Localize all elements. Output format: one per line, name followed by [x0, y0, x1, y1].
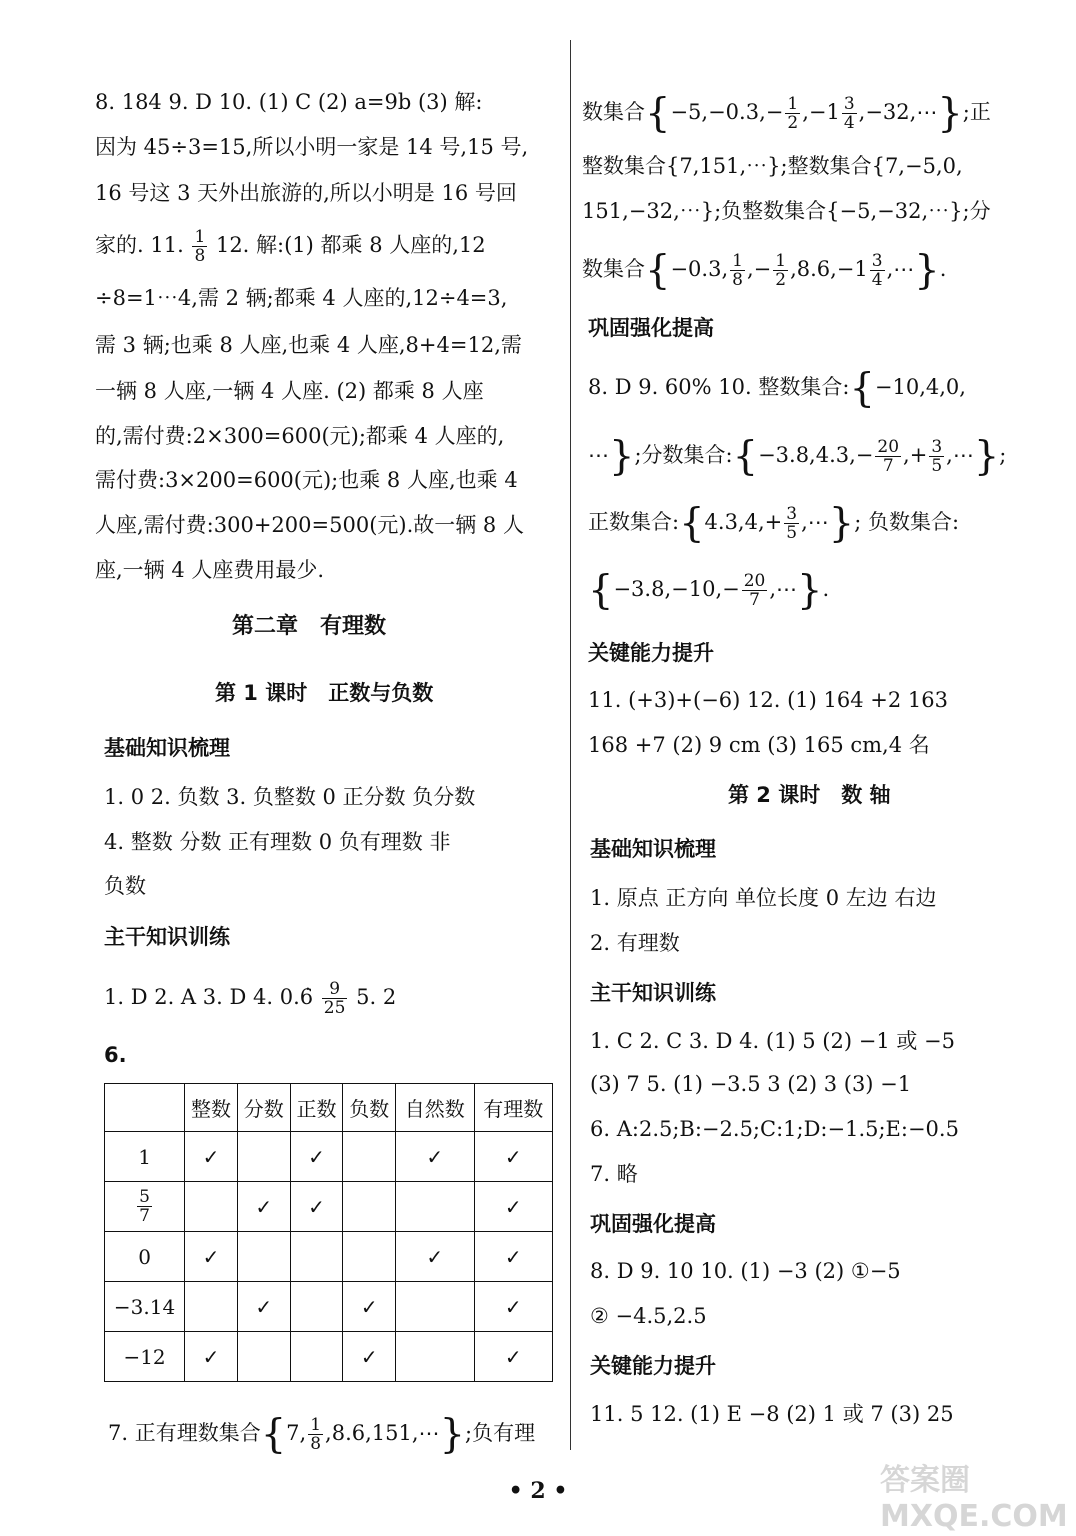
answer-line: 负数: [104, 874, 146, 898]
row-label: −3.14: [105, 1282, 185, 1332]
answer-line: 6. A:2.5;B:−2.5;C:1;D:−1.5;E:−0.5: [590, 1117, 959, 1141]
text: ;负有理: [465, 1421, 536, 1445]
page-number: • 2 •: [508, 1478, 568, 1504]
section-heading: 关键能力提升: [588, 641, 714, 665]
section-heading: 基础知识梳理: [104, 736, 230, 760]
check-cell: ✓: [474, 1182, 552, 1232]
answer-line: 2. 有理数: [590, 931, 680, 955]
header-cell: [105, 1084, 185, 1132]
text: ,−32,⋯: [858, 100, 938, 124]
answer-line: 4. 整数 分数 正有理数 0 负有理数 非: [104, 830, 451, 854]
check-cell: [237, 1132, 290, 1182]
fraction: $\frac{20}{7}$: [743, 571, 766, 610]
header-cell: 整数: [185, 1084, 238, 1132]
fraction: $\frac{9}{25}$: [323, 979, 346, 1018]
table-row: [105, 1182, 553, 1232]
text: −5,−0.3,−: [670, 100, 784, 124]
answer-line: 人座,需付费:300+200=500(元).故一辆 8 人: [95, 513, 524, 537]
question-number: 6.: [104, 1043, 127, 1067]
fraction: $\frac{1}{2}$: [775, 251, 787, 290]
brace-close: }: [914, 247, 940, 294]
brace-close: }: [828, 500, 855, 547]
watermark-logo: 答案圈 MXQE.COM: [880, 1463, 1068, 1534]
answer-line: [95, 228, 486, 265]
brace-open: {: [260, 1411, 287, 1458]
brace-open: {: [679, 500, 705, 547]
brace-open: {: [732, 433, 759, 480]
check-cell: ✓: [290, 1132, 343, 1182]
chapter-title: 第二章 有理数: [232, 614, 387, 639]
answer-line: 11. 5 12. (1) E −8 (2) 1 或 7 (3) 25: [590, 1402, 954, 1426]
answer-line: [588, 500, 960, 547]
text: 家的. 11.: [95, 233, 184, 257]
answer-line: 的,需付费:2×300=600(元);都乘 4 人座的,: [95, 424, 505, 448]
answer-line: 1. C 2. C 3. D 4. (1) 5 (2) −1 或 −5: [590, 1029, 955, 1053]
answer-line: 需付费:3×200=600(元);也乘 8 人座,也乘 4: [95, 468, 518, 492]
answer-line: 需 3 辆;也乘 8 人座,也乘 4 人座,8+4=12,需: [95, 333, 522, 357]
lesson-title: 第 1 课时 正数与负数: [215, 681, 434, 705]
fraction: $\frac{20}{7}$: [877, 437, 900, 476]
check-cell: ✓: [474, 1132, 552, 1182]
check-cell: [396, 1182, 474, 1232]
table-header-row: [105, 1084, 553, 1132]
check-cell: [185, 1182, 238, 1232]
number-classification-table: [104, 1083, 553, 1382]
answer-line: 7. 略: [590, 1162, 638, 1186]
answer-line: [588, 433, 1007, 480]
answer-line: [588, 365, 966, 412]
text: −10,4,0,: [874, 375, 966, 399]
check-cell: [343, 1232, 396, 1282]
check-cell: ✓: [185, 1332, 238, 1382]
check-cell: [343, 1132, 396, 1182]
text: ,⋯: [886, 257, 915, 281]
section-heading: 巩固强化提高: [590, 1212, 716, 1236]
table-row: [105, 1132, 553, 1182]
fraction: $\frac{3}{4}$: [871, 251, 883, 290]
answer-line: [108, 1411, 536, 1458]
header-cell: 分数: [237, 1084, 290, 1132]
brace-close: }: [609, 433, 635, 480]
text: 7,: [286, 1421, 307, 1445]
row-label: 0: [105, 1232, 185, 1282]
brace-open: {: [588, 567, 614, 614]
answer-line: 座,一辆 4 人座费用最少.: [95, 558, 325, 582]
brace-close: }: [439, 1411, 466, 1458]
check-cell: [290, 1232, 343, 1282]
text: ,⋯: [801, 510, 829, 534]
fraction: $\frac{3}{5}$: [786, 504, 798, 543]
answer-line: [582, 90, 991, 137]
answer-line: 8. 184 9. D 10. (1) C (2) a=9b (3) 解:: [95, 90, 483, 114]
answer-line: 因为 45÷3=15,所以小明一家是 14 号,15 号,: [95, 135, 529, 159]
answer-line: 151,−32,⋯};负整数集合{−5,−32,⋯};分: [582, 199, 991, 223]
answer-line: 一辆 8 人座,一辆 4 人座. (2) 都乘 8 人座: [95, 379, 484, 403]
check-cell: ✓: [237, 1282, 290, 1332]
check-cell: [396, 1332, 474, 1382]
text: 12. 解:(1) 都乘 8 人座的,12: [215, 233, 486, 257]
text: .: [939, 257, 947, 281]
check-cell: ✓: [185, 1132, 238, 1182]
answer-line: [104, 980, 396, 1017]
section-heading: 主干知识训练: [590, 981, 716, 1005]
section-heading: 关键能力提升: [590, 1354, 716, 1378]
fraction: $\frac{3}{5}$: [931, 437, 943, 476]
check-cell: ✓: [474, 1232, 552, 1282]
table-row: [105, 1332, 553, 1382]
text: ;分数集合:: [634, 443, 733, 467]
text: ,⋯: [769, 577, 798, 601]
answer-line: ② −4.5,2.5: [590, 1304, 707, 1328]
brace-close: }: [797, 567, 823, 614]
check-cell: ✓: [474, 1282, 552, 1332]
fraction: $\frac{1}{8}$: [310, 1415, 322, 1454]
text: ,−1: [802, 100, 840, 124]
answer-line: 整数集合{7,151,⋯};整数集合{7,−5,0,: [582, 154, 963, 178]
text: ;: [999, 443, 1007, 467]
check-cell: ✓: [396, 1232, 474, 1282]
answer-line: 168 +7 (2) 9 cm (3) 165 cm,4 名: [588, 733, 930, 757]
text: ;正: [962, 100, 991, 124]
text: .: [822, 577, 830, 601]
answer-line: [588, 567, 830, 614]
text: 数集合: [582, 257, 645, 281]
check-cell: ✓: [343, 1282, 396, 1332]
check-cell: [237, 1332, 290, 1382]
text: ,8.6,151,⋯: [325, 1421, 440, 1445]
answer-line: [582, 247, 947, 294]
lesson-title: 第 2 课时 数 轴: [728, 783, 891, 807]
fraction: $\frac{3}{4}$: [843, 94, 855, 133]
text: 1. D 2. A 3. D 4. 0.6̇: [104, 985, 314, 1009]
fraction: $\frac{1}{8}$: [732, 251, 743, 290]
text: ,⋯: [946, 443, 974, 467]
check-cell: ✓: [474, 1332, 552, 1382]
brace-open: {: [645, 247, 671, 294]
check-cell: [290, 1332, 343, 1382]
text: ,+: [903, 443, 928, 467]
answer-line: 16 号这 3 天外出旅游的,所以小明是 16 号回: [95, 181, 517, 205]
brace-close: }: [973, 433, 1000, 480]
check-cell: [185, 1282, 238, 1332]
check-cell: [396, 1282, 474, 1332]
check-cell: [237, 1232, 290, 1282]
check-cell: ✓: [396, 1132, 474, 1182]
text: 5. 2: [356, 985, 397, 1009]
text: 4.3,4,+: [704, 510, 783, 534]
column-divider: [570, 40, 571, 1450]
fraction: $\frac{1}{8}$: [194, 227, 206, 266]
text: ⋯: [588, 443, 609, 467]
brace-close: }: [937, 90, 963, 137]
text: ,8.6,−1: [790, 257, 868, 281]
header-cell: 负数: [343, 1084, 396, 1132]
header-cell: 有理数: [474, 1084, 552, 1132]
text: −0.3,: [670, 257, 729, 281]
table-row: [105, 1282, 553, 1332]
row-label: $\frac{5}{7}$: [105, 1182, 185, 1232]
brace-open: {: [645, 90, 671, 137]
check-cell: ✓: [237, 1182, 290, 1232]
section-heading: 基础知识梳理: [590, 837, 716, 861]
table-row: [105, 1232, 553, 1282]
row-label: −12: [105, 1332, 185, 1382]
check-cell: ✓: [290, 1182, 343, 1232]
check-cell: ✓: [185, 1232, 238, 1282]
check-cell: [290, 1282, 343, 1332]
brace-open: {: [849, 365, 875, 412]
header-cell: 自然数: [396, 1084, 474, 1132]
text: −3.8,−10,−: [613, 577, 740, 601]
text: 数集合: [582, 100, 645, 124]
text: −3.8,4.3,−: [758, 443, 874, 467]
row-label: 1: [105, 1132, 185, 1182]
answer-line: 8. D 9. 10 10. (1) −3 (2) ①−5: [590, 1259, 901, 1283]
text: 正数集合:: [588, 510, 680, 534]
text: 7. 正有理数集合: [108, 1421, 261, 1445]
check-cell: [343, 1182, 396, 1232]
section-heading: 主干知识训练: [104, 925, 230, 949]
answer-line: (3) 7 5. (1) −3.5 3 (2) 3 (3) −1: [590, 1072, 912, 1096]
answer-line: 1. 0 2. 负数 3. 负整数 0 正分数 负分数: [104, 785, 476, 809]
answer-line: 11. (+3)+(−6) 12. (1) 164 +2 163: [588, 688, 948, 712]
text: 8. D 9. 60% 10. 整数集合:: [588, 375, 850, 399]
section-heading: 巩固强化提高: [588, 316, 714, 340]
answer-line: 1. 原点 正方向 单位长度 0 左边 右边: [590, 886, 937, 910]
fraction: $\frac{1}{2}$: [787, 94, 799, 133]
header-cell: 正数: [290, 1084, 343, 1132]
answer-line: ÷8=1⋯4,需 2 辆;都乘 4 人座的,12÷4=3,: [95, 286, 508, 310]
check-cell: ✓: [343, 1332, 396, 1382]
text: ,−: [746, 257, 772, 281]
text: ; 负数集合:: [854, 510, 960, 534]
